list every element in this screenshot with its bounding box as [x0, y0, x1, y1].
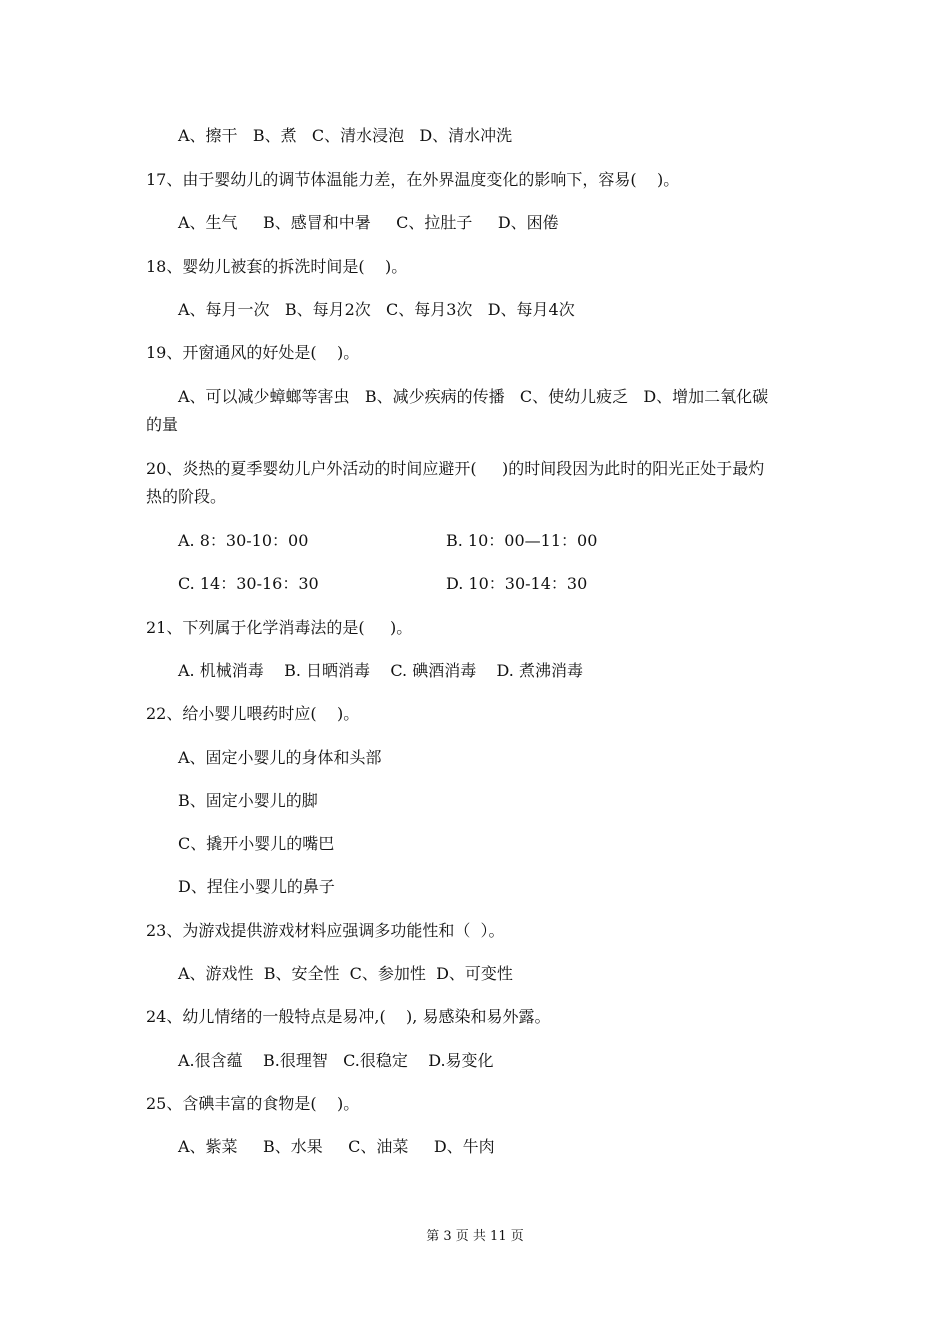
q18-options: A、每月一次 B、每月2次 C、每月3次 D、每月4次 — [178, 300, 575, 319]
question-24: 24、幼儿情绪的一般特点是易冲,( ), 易感染和易外露。 — [146, 1007, 551, 1026]
q17-options: A、生气 B、感冒和中暑 C、拉肚子 D、困倦 — [178, 213, 559, 232]
question-20-continued: 热的阶段。 — [146, 487, 227, 506]
q20-option-c: C. 14：30-16：30 — [178, 574, 319, 593]
question-22: 22、给小婴儿喂药时应( )。 — [146, 704, 360, 723]
q22-option-a: A、固定小婴儿的身体和头部 — [178, 748, 382, 767]
q20-option-a: A. 8：30-10：00 — [178, 531, 309, 550]
q19-options: A、可以减少蟑螂等害虫 B、减少疾病的传播 C、使幼儿疲乏 D、增加二氧化碳 — [178, 387, 769, 406]
q20-option-d: D. 10：30-14：30 — [446, 574, 588, 593]
q23-options: A、游戏性 B、安全性 C、参加性 D、可变性 — [178, 964, 513, 983]
q22-option-b: B、固定小婴儿的脚 — [178, 791, 318, 810]
question-21: 21、下列属于化学消毒法的是( )。 — [146, 618, 413, 637]
q22-option-c: C、撬开小婴儿的嘴巴 — [178, 834, 335, 853]
q24-options: A.很含蕴 B.很理智 C.很稳定 D.易变化 — [178, 1051, 494, 1070]
question-20: 20、炎热的夏季婴幼儿户外活动的时间应避开( )的时间段因为此时的阳光正处于最灼 — [146, 459, 765, 478]
question-18: 18、婴幼儿被套的拆洗时间是( )。 — [146, 257, 408, 276]
question-19: 19、开窗通风的好处是( )。 — [146, 343, 360, 362]
question-25: 25、含碘丰富的食物是( )。 — [146, 1094, 360, 1113]
q25-options: A、紫菜 B、水果 C、油菜 D、牛肉 — [178, 1137, 495, 1156]
q21-options: A. 机械消毒 B. 日晒消毒 C. 碘酒消毒 D. 煮沸消毒 — [178, 661, 583, 680]
q20-option-b: B. 10：00—11：00 — [446, 531, 598, 550]
q22-option-d: D、捏住小婴儿的鼻子 — [178, 877, 335, 896]
question-23: 23、为游戏提供游戏材料应强调多功能性和（ ）。 — [146, 921, 505, 940]
page-footer: 第 3 页 共 11 页 — [426, 1229, 524, 1244]
question-17: 17、由于婴幼儿的调节体温能力差，在外界温度变化的影响下，容易( )。 — [146, 170, 680, 189]
q16-options: A、擦干 B、煮 C、清水浸泡 D、清水冲洗 — [178, 126, 513, 145]
q19-options-continued: 的量 — [146, 415, 179, 434]
